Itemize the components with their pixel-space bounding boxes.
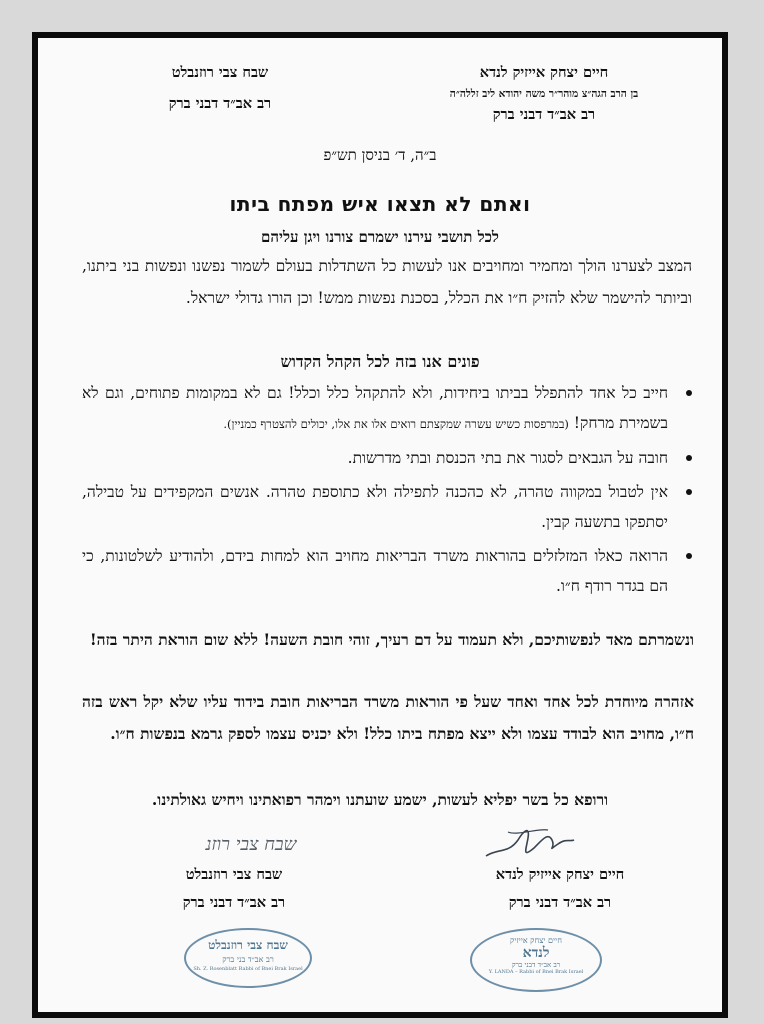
list-item [82,477,694,537]
letterhead-left-title: רב אב״ד דבני ברק [168,95,272,112]
page-title: ואתם לא תצאו איש מפתח ביתו [229,192,531,216]
warning-paragraph-2: אזהרה מיוחדת לכל אחד ואחד שעל פי הוראות משרד הבריאות חובת בידוד עליו שלא יקל ראש בזה ח״ו, מחויב הוא לבודד עצמו ולא ייצא מפתח ביתו כלל! ולא יכניס עצמו לספק גרמא בנפשות ח״ו. [82,692,694,743]
signature-left-name: שבח צבי רוזנבלט [185,866,283,883]
bullet-icon [686,390,692,396]
letterhead-right-title: רב אב״ד דבני ברק [492,106,596,123]
list-item-note: (במרפסות כשיש עשרה שמקצתם רואים אלו את אלו, יכולים להצטרף כמניין). [223,417,569,431]
instructions-list [82,378,694,605]
list-item [82,443,694,473]
page-subtitle: לכל תושבי עירנו ישמרם צורנו ויגן עליהם [261,228,499,246]
stamp-right [470,928,602,992]
letterhead-right-name: חיים יצחק אייזיק לנדא [479,64,609,81]
section-heading: פונים אנו בזה לכל הקהל הקדוש [280,352,480,371]
signature-right-icon [478,818,578,864]
stamp-right-line2: לנדא [522,945,550,961]
letterhead-right-lineage: בן הרב הגה״צ מוהר״ר משה יהודא ליב זללה״ה [449,88,639,100]
letterhead-right [404,64,684,124]
letterhead-left-name: שבח צבי רוזנבלט [171,64,269,81]
list-item-text: הרואה כאלו המזלזלים בהוראות משרד הבריאות מחויב הוא למחות בידם, ולהודיע לשלטונות, כי הם בגדר רודף ח״ו. [82,547,668,595]
letter-document [32,32,728,1018]
bullet-icon [686,553,692,559]
stamp-left [184,928,312,988]
signature-right-name: חיים יצחק אייזיק לנדא [495,866,625,883]
list-item [82,378,694,439]
list-item [82,541,694,601]
signature-left-title: רב אב״ד דבני ברק [182,894,286,911]
stamp-left-line3: Sh. Z. Rosenblatt Rabbi of Bnei Brak Israel [193,966,303,972]
list-item-text: חובה על הגבאים לסגור את בתי הכנסת ובתי מדרשות. [347,449,668,467]
stamp-right-line1: חיים יצחק אייזיק [510,936,562,945]
signature-right-block [440,866,680,912]
list-item-text: חייב כל אחד להתפלל בביתו ביחידות, ולא להתקהל כלל וכלל! גם לא במקומות פתוחים, וגם לא בשמירת מרחק! [82,384,668,432]
warning-paragraph-1: ונשמרתם מאד לנפשותיכם, ולא תעמוד על דם רעיך, זוהי חובת השעה! ללא שום הוראת היתר בזה! [89,630,694,649]
bullet-icon [686,489,692,495]
letterhead-left [130,64,310,113]
bullet-icon [686,455,692,461]
intro-paragraph: המצב לצערנו הולך ומחמיר ומחויבים אנו לעשות כל השתדלות בעולם לשמור נפשנו ונפשות בני ביתנו, וביותר להישמר שלא להזיק ח״ו את הכלל, בסכנת נפשות ממש! וכן הורו גדולי ישראל. [82,257,692,307]
letter-date: ב״ה, ד׳ בניסן תש״פ [323,146,437,164]
signature-right-title: רב אב״ד דבני ברק [508,894,612,911]
stamp-right-line3: רב אב״ד דבני ברק [511,961,561,969]
signature-left-handwritten: שבח צבי רוזנ [205,834,297,855]
stamp-right-line4: Y. LANDA – Rabbi of Bnei Brak Israel [488,969,584,975]
signature-left-block [134,866,334,912]
closing-blessing: ורופא כל בשר יפליא לעשות, ישמע שועתנו וימהר רפואתינו ויחיש גאולתינו. [151,790,609,809]
stamp-left-line1: שבח צבי רוזנבלט [208,938,288,952]
list-item-text: אין לטבול במקווה טהרה, לא כהכנה לתפילה ולא כתוספת טהרה. אנשים המקפידים על טבילה, יסתפקו בתשעה קבין. [82,483,668,531]
stamp-left-line2: רב אב״ד בני ברק [222,955,274,964]
